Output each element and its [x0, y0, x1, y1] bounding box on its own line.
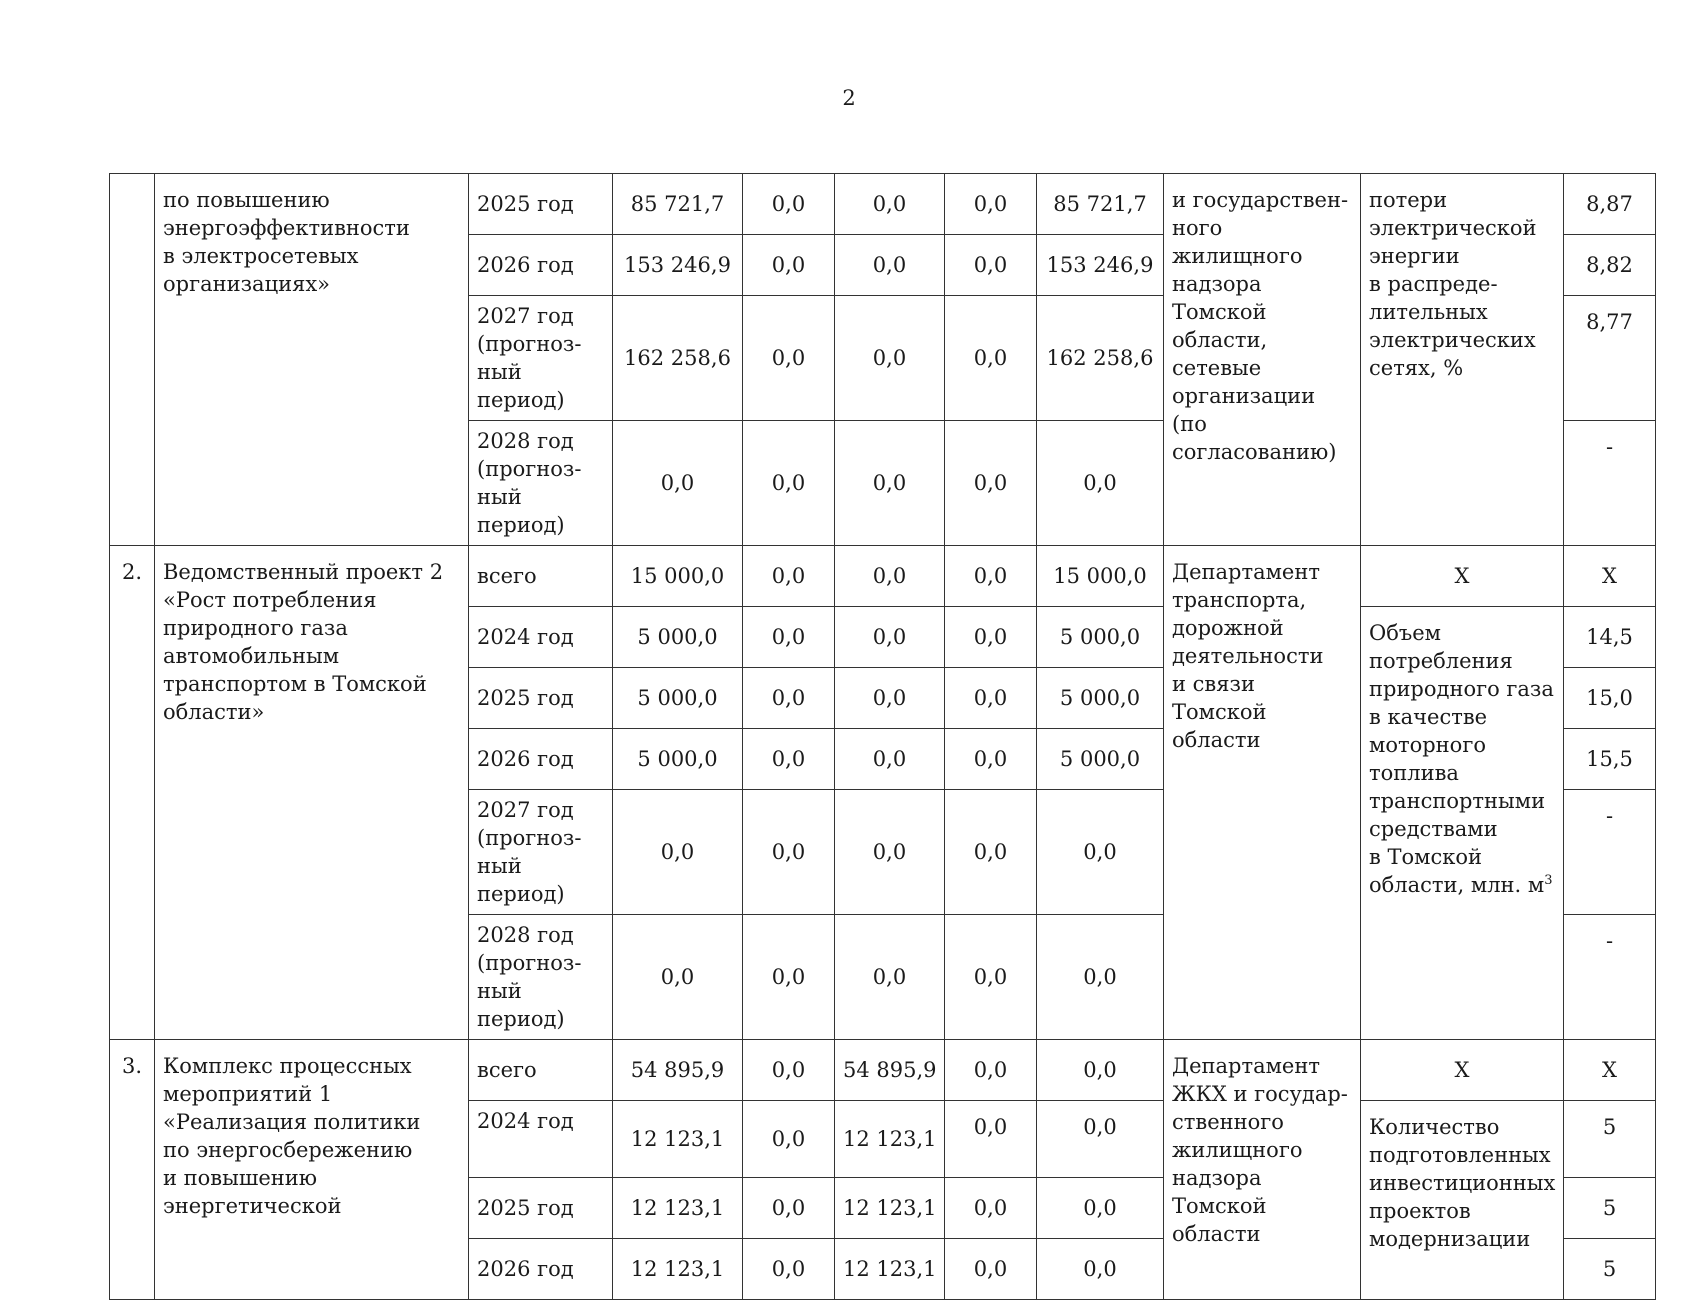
local-cell: 0,0 [945, 174, 1037, 235]
other-cell: 5 000,0 [1037, 729, 1164, 790]
target-x-cell: X [1564, 546, 1656, 607]
target-cell: 8,77 [1564, 296, 1656, 421]
target-cell: - [1564, 915, 1656, 1040]
local-cell: 0,0 [945, 915, 1037, 1040]
local-cell: 0,0 [945, 546, 1037, 607]
total-cell: 5 000,0 [613, 607, 743, 668]
indicator-cell: Количество подготовленных инвестиционных проектов модернизации [1361, 1101, 1564, 1300]
year-cell: 2027 год (прогноз- ный период) [469, 296, 613, 421]
total-cell: 12 123,1 [613, 1101, 743, 1178]
other-cell: 0,0 [1037, 1101, 1164, 1178]
regional-cell: 0,0 [835, 235, 945, 296]
fed-cell: 0,0 [743, 546, 835, 607]
local-cell: 0,0 [945, 668, 1037, 729]
target-cell: 15,0 [1564, 668, 1656, 729]
year-cell: 2026 год [469, 235, 613, 296]
local-cell: 0,0 [945, 729, 1037, 790]
project-name-cell: по повышению энергоэффективности в электросетевых организациях» [155, 174, 469, 546]
local-cell: 0,0 [945, 1239, 1037, 1300]
local-cell: 0,0 [945, 1040, 1037, 1101]
local-cell: 0,0 [945, 1101, 1037, 1178]
total-cell: 54 895,9 [613, 1040, 743, 1101]
table-row [110, 1040, 1656, 1101]
program-table [109, 173, 1656, 1300]
other-cell: 5 000,0 [1037, 668, 1164, 729]
target-cell: 8,82 [1564, 235, 1656, 296]
indicator-text: Объем потребления природного газа в качестве моторного топлива транспортными средствами в Томской области, млн. м [1369, 621, 1554, 897]
fed-cell: 0,0 [743, 174, 835, 235]
indicator-x-cell: X [1361, 1040, 1564, 1101]
other-cell: 5 000,0 [1037, 607, 1164, 668]
fed-cell: 0,0 [743, 607, 835, 668]
year-cell: всего [469, 1040, 613, 1101]
index-cell: 3. [110, 1040, 155, 1300]
year-cell: всего [469, 546, 613, 607]
total-cell: 0,0 [613, 421, 743, 546]
other-cell: 0,0 [1037, 1178, 1164, 1239]
regional-cell: 12 123,1 [835, 1239, 945, 1300]
table-row [110, 546, 1656, 607]
local-cell: 0,0 [945, 235, 1037, 296]
fed-cell: 0,0 [743, 1101, 835, 1178]
other-cell: 0,0 [1037, 790, 1164, 915]
target-cell: 5 [1564, 1239, 1656, 1300]
fed-cell: 0,0 [743, 1178, 835, 1239]
other-cell: 85 721,7 [1037, 174, 1164, 235]
year-cell: 2025 год [469, 668, 613, 729]
fed-cell: 0,0 [743, 729, 835, 790]
other-cell: 162 258,6 [1037, 296, 1164, 421]
regional-cell: 0,0 [835, 546, 945, 607]
total-cell: 85 721,7 [613, 174, 743, 235]
target-cell: 5 [1564, 1101, 1656, 1178]
indicator-cell [1361, 607, 1564, 1040]
year-cell: 2026 год [469, 1239, 613, 1300]
local-cell: 0,0 [945, 607, 1037, 668]
local-cell: 0,0 [945, 296, 1037, 421]
index-cell [110, 174, 155, 546]
indicator-cell: потери электрической энергии в распреде- лительных электрических сетях, % [1361, 174, 1564, 546]
indicator-x-cell: X [1361, 546, 1564, 607]
fed-cell: 0,0 [743, 296, 835, 421]
year-cell: 2028 год (прогноз- ный период) [469, 915, 613, 1040]
regional-cell: 0,0 [835, 790, 945, 915]
total-cell: 5 000,0 [613, 729, 743, 790]
target-x-cell: X [1564, 1040, 1656, 1101]
year-cell: 2024 год [469, 607, 613, 668]
regional-cell: 0,0 [835, 668, 945, 729]
regional-cell: 0,0 [835, 607, 945, 668]
other-cell: 0,0 [1037, 421, 1164, 546]
year-cell: 2026 год [469, 729, 613, 790]
fed-cell: 0,0 [743, 668, 835, 729]
regional-cell: 0,0 [835, 174, 945, 235]
total-cell: 0,0 [613, 915, 743, 1040]
year-cell: 2024 год [469, 1101, 613, 1178]
local-cell: 0,0 [945, 421, 1037, 546]
year-cell: 2025 год [469, 1178, 613, 1239]
index-cell: 2. [110, 546, 155, 1040]
fed-cell: 0,0 [743, 235, 835, 296]
responsible-cell: Департамент ЖКХ и государ- ственного жилищного надзора Томской области [1164, 1040, 1361, 1300]
target-cell: - [1564, 421, 1656, 546]
other-cell: 0,0 [1037, 1239, 1164, 1300]
regional-cell: 0,0 [835, 421, 945, 546]
year-cell: 2028 год (прогноз- ный период) [469, 421, 613, 546]
total-cell: 162 258,6 [613, 296, 743, 421]
total-cell: 12 123,1 [613, 1239, 743, 1300]
regional-cell: 12 123,1 [835, 1178, 945, 1239]
local-cell: 0,0 [945, 1178, 1037, 1239]
other-cell: 15 000,0 [1037, 546, 1164, 607]
project-name-cell: Комплекс процессных мероприятий 1 «Реализация политики по энергосбережению и повышению энергетической [155, 1040, 469, 1300]
fed-cell: 0,0 [743, 915, 835, 1040]
year-cell: 2025 год [469, 174, 613, 235]
fed-cell: 0,0 [743, 790, 835, 915]
table-row [110, 174, 1656, 235]
fed-cell: 0,0 [743, 1239, 835, 1300]
page-number: 2 [842, 86, 856, 110]
total-cell: 12 123,1 [613, 1178, 743, 1239]
target-cell: - [1564, 790, 1656, 915]
target-cell: 5 [1564, 1178, 1656, 1239]
fed-cell: 0,0 [743, 421, 835, 546]
responsible-cell: и государствен- ного жилищного надзора Томской области, сетевые организации (по согласованию) [1164, 174, 1361, 546]
responsible-cell: Департамент транспорта, дорожной деятельности и связи Томской области [1164, 546, 1361, 1040]
year-cell: 2027 год (прогноз- ный период) [469, 790, 613, 915]
total-cell: 5 000,0 [613, 668, 743, 729]
target-cell: 8,87 [1564, 174, 1656, 235]
total-cell: 0,0 [613, 790, 743, 915]
regional-cell: 0,0 [835, 296, 945, 421]
regional-cell: 0,0 [835, 729, 945, 790]
project-name-cell: Ведомственный проект 2 «Рост потребления природного газа автомобильным транспортом в Томской области» [155, 546, 469, 1040]
fed-cell: 0,0 [743, 1040, 835, 1101]
other-cell: 0,0 [1037, 1040, 1164, 1101]
indicator-superscript: 3 [1544, 873, 1553, 888]
regional-cell: 54 895,9 [835, 1040, 945, 1101]
target-cell: 15,5 [1564, 729, 1656, 790]
total-cell: 153 246,9 [613, 235, 743, 296]
other-cell: 153 246,9 [1037, 235, 1164, 296]
total-cell: 15 000,0 [613, 546, 743, 607]
regional-cell: 0,0 [835, 915, 945, 1040]
other-cell: 0,0 [1037, 915, 1164, 1040]
local-cell: 0,0 [945, 790, 1037, 915]
regional-cell: 12 123,1 [835, 1101, 945, 1178]
target-cell: 14,5 [1564, 607, 1656, 668]
